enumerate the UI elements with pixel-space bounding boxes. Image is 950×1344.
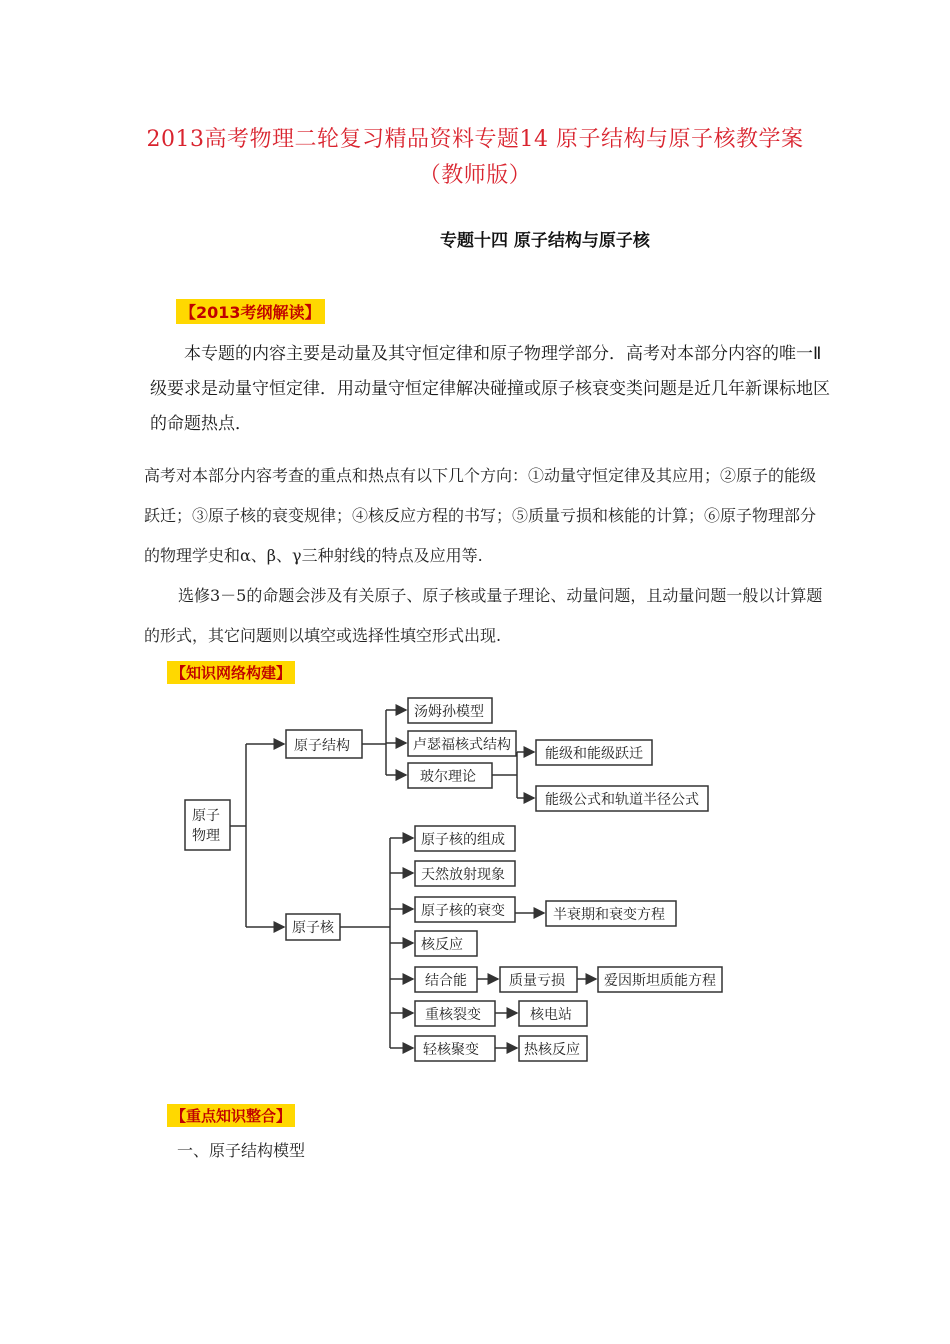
node-atomic-structure <box>286 730 362 758</box>
node-mass-defect <box>500 967 577 992</box>
svg-text:原子: 原子 <box>192 808 220 824</box>
node-bohr-theory <box>408 763 492 788</box>
document-title: 2013高考物理二轮复习精品资料专题14 原子结构与原子核教学案 <box>146 127 804 152</box>
node-nucleus-composition <box>415 826 515 851</box>
outline-tag: 【2013考纲解读】 <box>176 299 325 324</box>
node-energy-formula <box>536 786 708 811</box>
svg-text:物理: 物理 <box>192 828 220 844</box>
svg-text:核反应: 核反应 <box>421 937 463 953</box>
svg-text:半衰期和衰变方程: 半衰期和衰变方程 <box>553 907 665 923</box>
topic-subtitle: 专题十四 原子结构与原子核 <box>440 231 650 251</box>
node-einstein-equation <box>598 967 722 992</box>
svg-text:能级公式和轨道半径公式: 能级公式和轨道半径公式 <box>545 792 699 808</box>
node-energy-levels <box>536 740 652 765</box>
node-root <box>185 800 230 850</box>
document-title-line2: （教师版） <box>418 163 532 188</box>
svg-text:能级和能级跃迁: 能级和能级跃迁 <box>545 746 643 762</box>
svg-text:轻核聚变: 轻核聚变 <box>423 1042 479 1058</box>
node-fusion <box>415 1036 495 1061</box>
node-binding-energy <box>415 967 477 992</box>
svg-text:核电站: 核电站 <box>530 1007 572 1023</box>
svg-text:重核裂变: 重核裂变 <box>425 1007 481 1023</box>
svg-text:爱因斯坦质能方程: 爱因斯坦质能方程 <box>604 973 716 989</box>
node-thermonuclear <box>519 1036 587 1061</box>
node-fission <box>415 1001 495 1026</box>
svg-text:原子核的衰变: 原子核的衰变 <box>421 903 505 919</box>
svg-text:卢瑟福核式结构: 卢瑟福核式结构 <box>413 737 511 753</box>
node-nucleus <box>286 914 340 940</box>
node-nuclear-reaction <box>415 931 477 956</box>
key-knowledge-tag: 【重点知识整合】 <box>167 1104 295 1127</box>
svg-text:原子核: 原子核 <box>292 920 334 936</box>
exam-paragraph: 选修3－5的命题会涉及有关原子、原子核或量子理论、动量问题，且动量问题一般以计算题的形式，其它问题则以填空或选择性填空形式出现. <box>144 586 823 645</box>
node-half-life <box>546 901 676 926</box>
node-radioactivity <box>415 861 515 886</box>
section-heading: 一、原子结构模型 <box>177 1141 306 1160</box>
node-rutherford-model <box>408 731 516 756</box>
outline-paragraph: 本专题的内容主要是动量及其守恒定律和原子物理学部分．高考对本部分内容的唯一Ⅱ级要求是动量守恒定律．用动量守恒定律解决碰撞或原子核衰变类问题是近几年新课标地区的命题热点． <box>150 344 830 434</box>
svg-text:质量亏损: 质量亏损 <box>509 973 565 989</box>
network-tag: 【知识网络构建】 <box>167 661 295 684</box>
svg-text:原子核的组成: 原子核的组成 <box>421 832 505 848</box>
svg-text:热核反应: 热核反应 <box>524 1042 580 1058</box>
svg-text:玻尔理论: 玻尔理论 <box>420 769 476 785</box>
node-power-plant <box>519 1001 587 1026</box>
svg-text:汤姆孙模型: 汤姆孙模型 <box>414 704 484 720</box>
svg-text:天然放射现象: 天然放射现象 <box>421 867 505 883</box>
focus-paragraph: 高考对本部分内容考查的重点和热点有以下几个方向：①动量守恒定律及其应用；②原子的能级跃迁；③原子核的衰变规律；④核反应方程的书写；⑤质量亏损和核能的计算；⑥原子物理部分的物理学史和α、β、γ三种射线的特点及应用等. <box>144 466 817 565</box>
node-thomson-model <box>408 698 492 723</box>
node-decay <box>415 897 515 922</box>
svg-text:结合能: 结合能 <box>425 973 467 989</box>
svg-text:原子结构: 原子结构 <box>294 738 350 754</box>
